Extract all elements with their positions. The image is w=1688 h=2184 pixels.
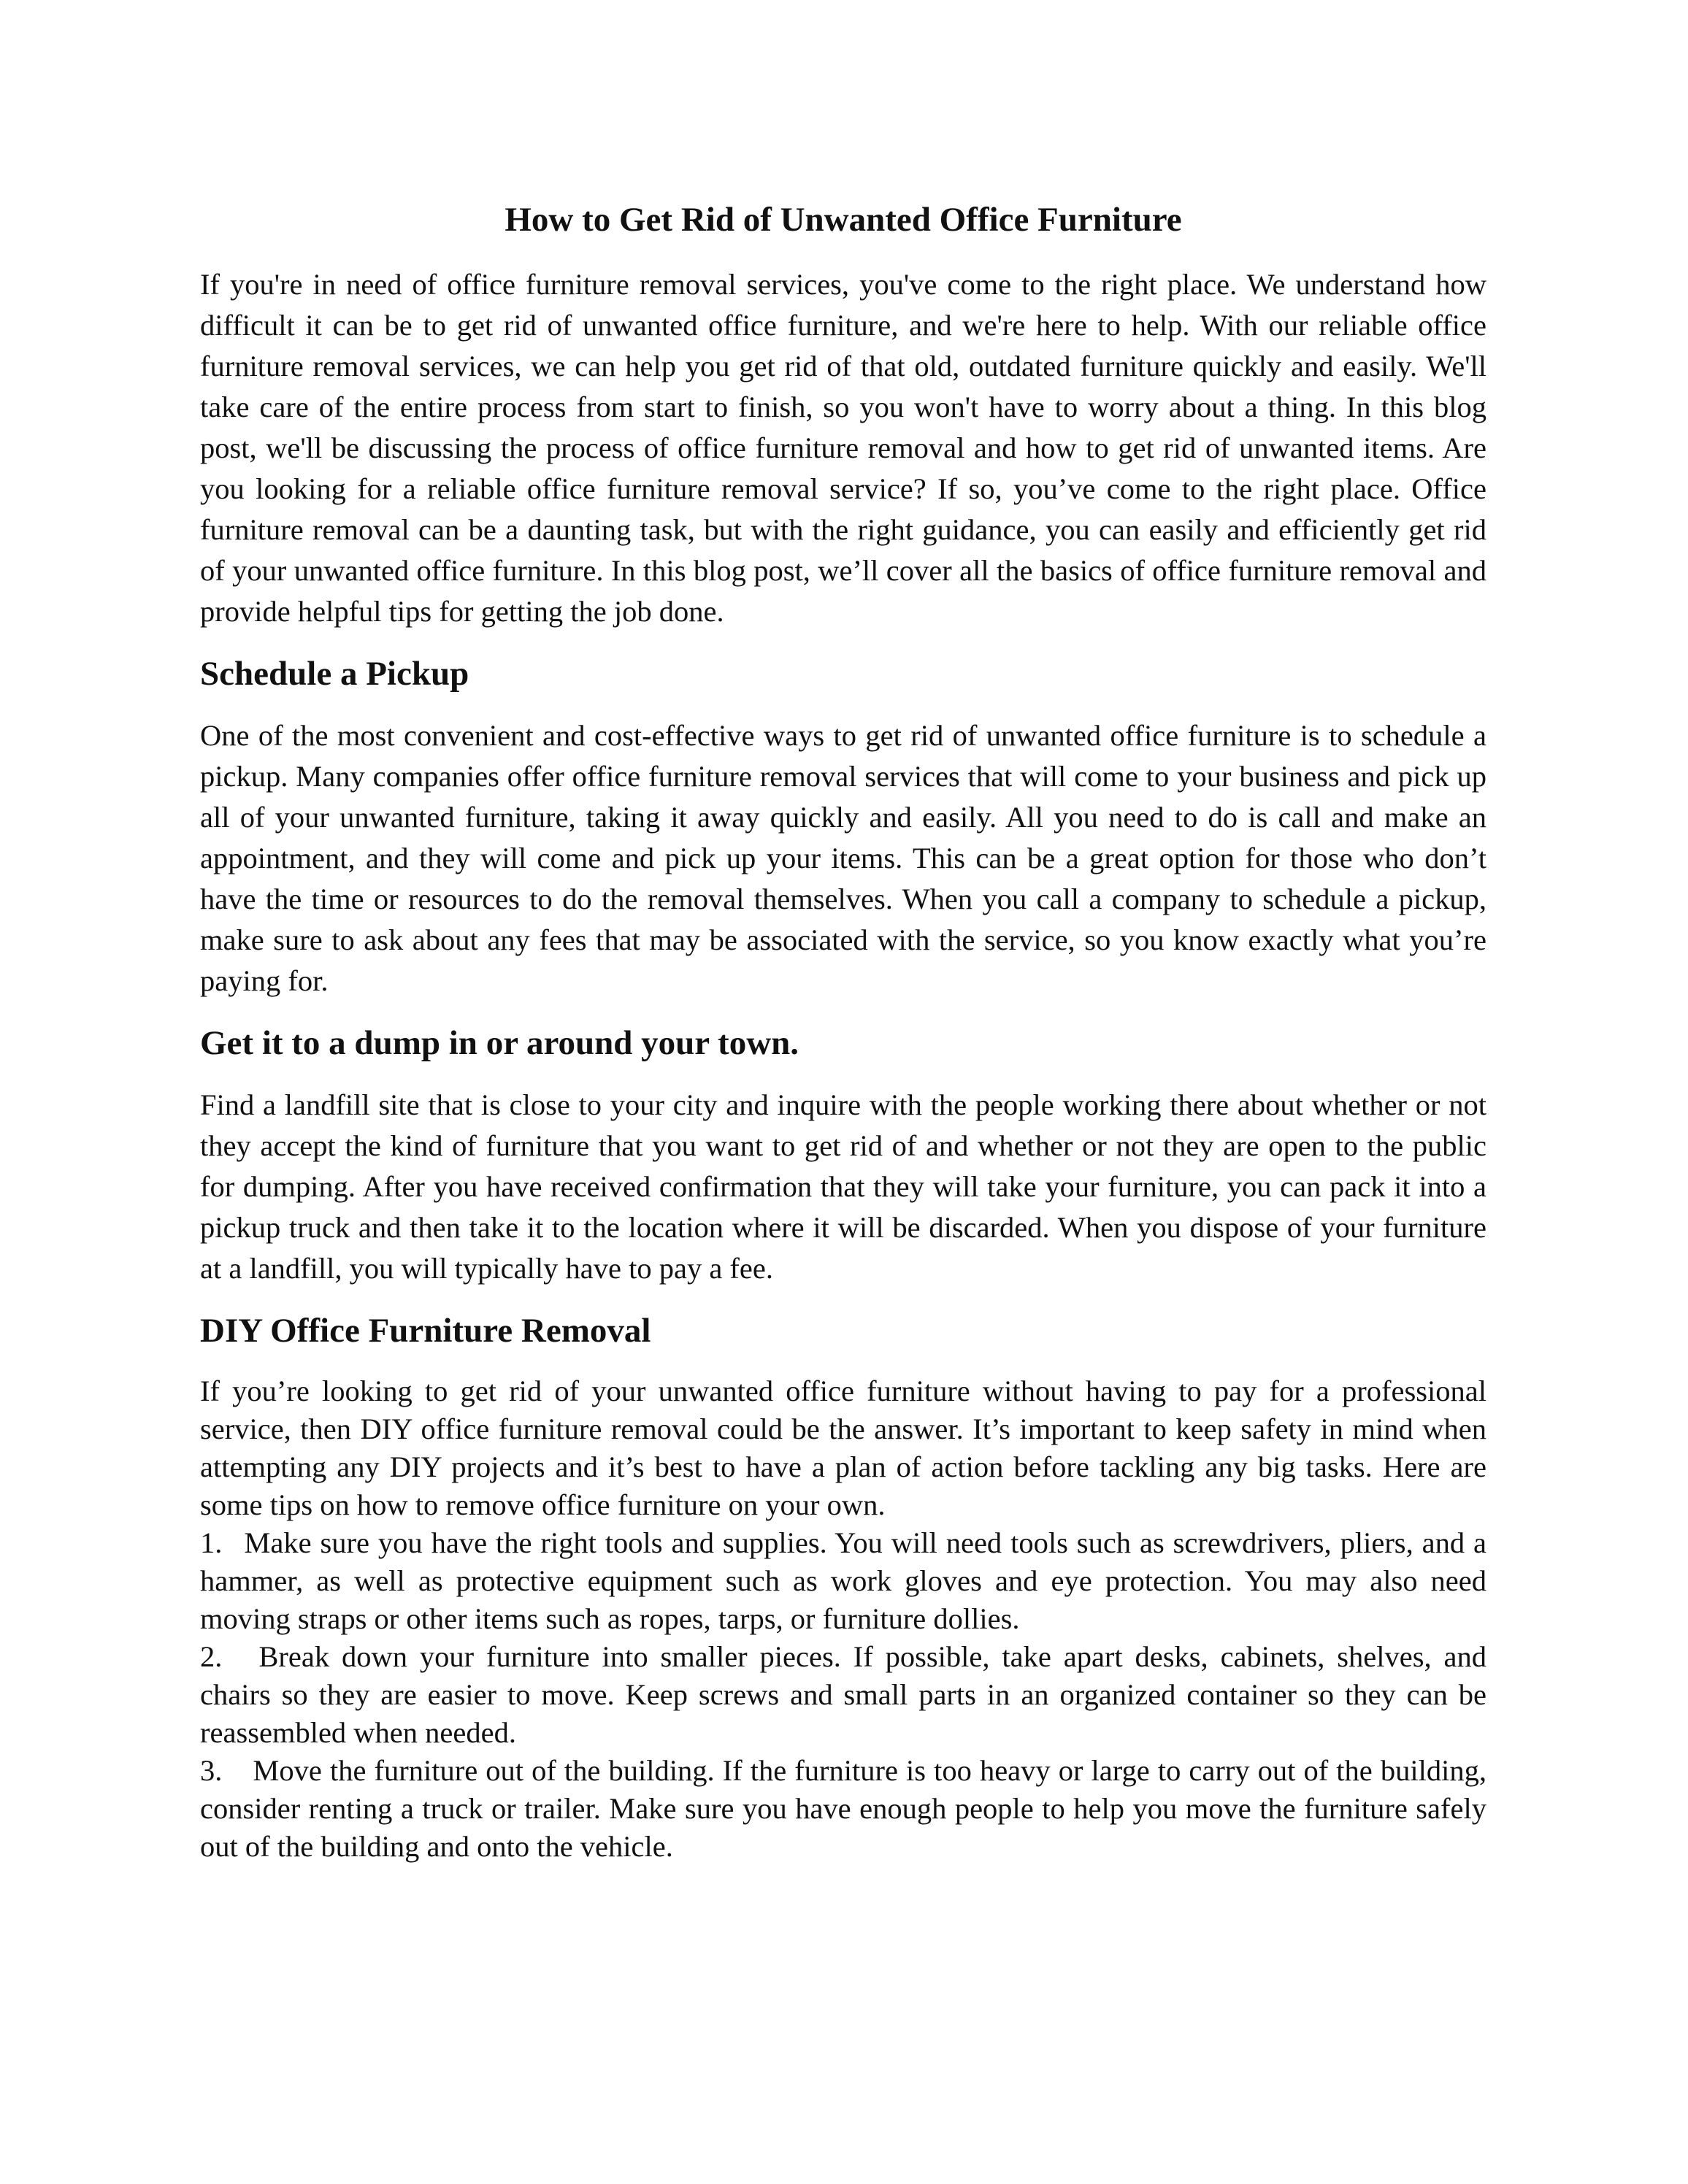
- intro-paragraph: If you're in need of office furniture removal services, you've come to the right place. We understand how difficult it can be to get rid of unwanted office furniture, and we're here to help. With our reliable office furniture removal services, we can help you get rid of that old, outdated furniture quickly and easily. We'll take care of the entire process from start to finish, so you won't have to worry about a thing. In this blog post, we'll be discussing the process of office furniture removal and how to get rid of unwanted items. Are you looking for a reliable office furniture removal service? If so, you’ve come to the right place. Office furniture removal can be a daunting task, but with the right guidance, you can easily and efficiently get rid of your unwanted office furniture. In this blog post, we’ll cover all the basics of office furniture removal and provide helpful tips for getting the job done.: [200, 268, 1486, 628]
- section-heading-schedule-pickup: Schedule a Pickup: [200, 655, 469, 693]
- diy-tips-list: [200, 1524, 1486, 1866]
- document-title: How to Get Rid of Unwanted Office Furniture: [505, 201, 1182, 239]
- list-item-text: Break down your furniture into smaller pieces. If possible, take apart desks, cabinets, shelves, and chairs so they are easier to move. Keep screws and small parts in an organized container so they can be reassembled when needed.: [200, 1640, 1486, 1749]
- list-item-text: Make sure you have the right tools and supplies. You will need tools such as screwdrivers, pliers, and a hammer, as well as protective equipment such as work gloves and eye protection. You may also need moving straps or other items such as ropes, tarps, or furniture dollies.: [200, 1526, 1486, 1635]
- list-item-text: Move the furniture out of the building. If the furniture is too heavy or large to carry out of the building, consider renting a truck or trailer. Make sure you have enough people to help you move the furniture safely out of the building and onto the vehicle.: [200, 1754, 1486, 1863]
- section-body-diy-removal: If you’re looking to get rid of your unwanted office furniture without having to pay for a professional service, then DIY office furniture removal could be the answer. It’s important to keep safety in mind when attempting any DIY projects and it’s best to have a plan of action before tackling any big tasks. Here are some tips on how to remove office furniture on your own.: [200, 1374, 1486, 1521]
- list-item-number: 2.: [200, 1640, 223, 1673]
- list-item: [200, 1752, 1486, 1866]
- list-item-number: 3.: [200, 1754, 223, 1787]
- section-body-dump: Find a landfill site that is close to your city and inquire with the people working there about whether or not they accept the kind of furniture that you want to get rid of and whether or not they are open to the public for dumping. After you have received confirmation that they will take your furniture, you can pack it into a pickup truck and then take it to the location where it will be discarded. When you dispose of your furniture at a landfill, you will typically have to pay a fee.: [200, 1088, 1486, 1285]
- list-item: [200, 1524, 1486, 1638]
- section-heading-dump: Get it to a dump in or around your town.: [200, 1024, 799, 1062]
- section-body-schedule-pickup: One of the most convenient and cost-effective ways to get rid of unwanted office furniture is to schedule a pickup. Many companies offer office furniture removal services that will come to your business and pick up all of your unwanted furniture, taking it away quickly and easily. All you need to do is call and make an appointment, and they will come and pick up your items. This can be a great option for those who don’t have the time or resources to do the removal themselves. When you call a company to schedule a pickup, make sure to ask about any fees that may be associated with the service, so you know exactly what you’re paying for.: [200, 719, 1486, 997]
- list-item-number: 1.: [200, 1526, 223, 1559]
- list-item: [200, 1638, 1486, 1752]
- document-page: [200, 191, 1486, 1866]
- section-heading-diy-removal: DIY Office Furniture Removal: [200, 1312, 651, 1350]
